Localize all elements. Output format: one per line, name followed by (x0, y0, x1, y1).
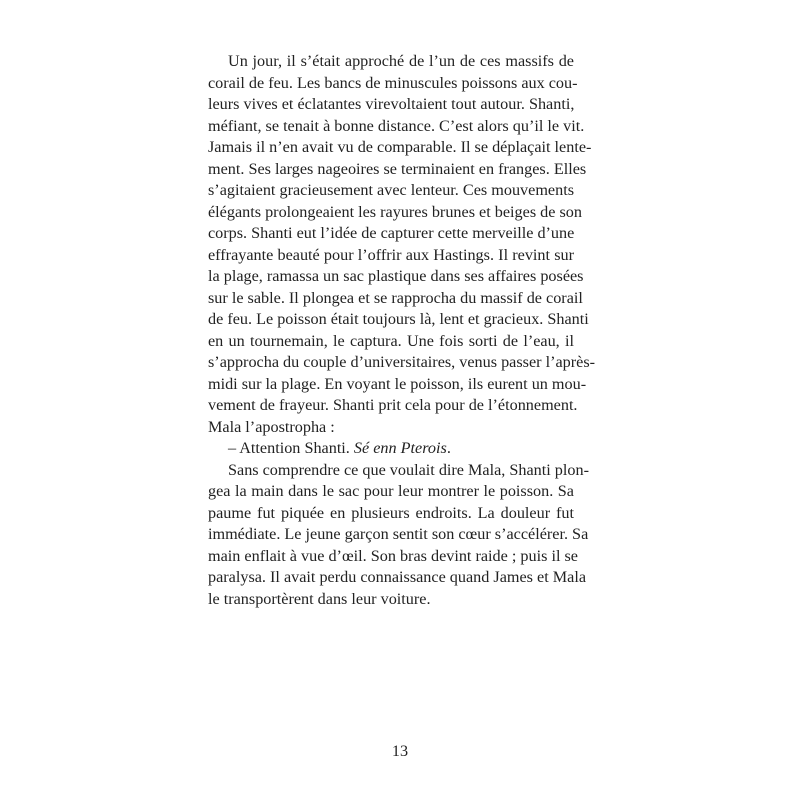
text-line: midi sur la plage. En voyant le poisson, ils eurent un mou- (208, 374, 587, 393)
text-line: effrayante beauté pour l’offrir aux Hastings. Il revint sur (208, 245, 574, 264)
text-line: le transportèrent dans leur voiture. (208, 589, 431, 608)
text-line: élégants prolongeaient les rayures brunes et beiges de son (208, 202, 582, 221)
body-text (208, 51, 596, 610)
text-line: la plage, ramassa un sac plastique dans ses affaires posées (208, 267, 584, 285)
text-line: en un tournemain, le captura. Une fois sorti de l’eau, il (208, 331, 574, 350)
text-line: ment. Ses larges nageoires se terminaient en franges. Elles (208, 159, 587, 178)
dialog-italic: Sé enn Pterois (353, 439, 447, 457)
text-line: main enflait à vue d’œil. Son bras devint raide ; puis il se (208, 546, 578, 565)
text-line: paralysa. Il avait perdu connaissance quand James et Mala (208, 568, 587, 586)
text-line: leurs vives et éclatantes virevoltaient tout autour. Shanti, (208, 95, 575, 113)
text-line: corps. Shanti eut l’idée de capturer cette merveille d’une (208, 224, 575, 242)
text-line: s’agitaient gracieusement avec lenteur. Ces mouvements (208, 181, 574, 199)
text-line: Sans comprendre ce que voulait dire Mala, Shanti plon- (228, 460, 589, 479)
dialog-text (208, 438, 574, 460)
dialog-suffix: . (446, 439, 451, 457)
text-line: méfiant, se tenait à bonne distance. C’est alors qu’il le vit. (208, 116, 585, 135)
dialog-line (208, 438, 574, 460)
text-line: gea la main dans le sac pour leur montrer le poisson. Sa (208, 482, 574, 500)
text-line: paume fut piquée en plusieurs endroits. La douleur fut (208, 503, 574, 522)
text-line: immédiate. Le jeune garçon sentit son cœur s’accélérer. Sa (208, 525, 589, 543)
paragraph-1 (208, 51, 596, 438)
text-line: de feu. Le poisson était toujours là, lent et gracieux. Shanti (208, 310, 589, 328)
text-line: vement de frayeur. Shanti prit cela pour de l’étonnement. (208, 396, 578, 414)
text-line: sur le sable. Il plongea et se rapprocha du massif de corail (208, 288, 583, 307)
text-line: Mala l’apostropha : (208, 417, 335, 436)
paragraph-2 (208, 460, 589, 611)
text-line: Jamais il n’en avait vu de comparable. Il se déplaçait lente- (208, 138, 592, 156)
page-number: 13 (391, 742, 409, 760)
text-line: Un jour, il s’était approché de l’un de ces massifs de (228, 52, 574, 70)
text-line: corail de feu. Les bancs de minuscules poissons aux cou- (208, 73, 578, 92)
dialog-prefix: – Attention Shanti. (228, 439, 354, 457)
text-line: s’approcha du couple d’universitaires, venus passer l’après- (208, 353, 596, 371)
